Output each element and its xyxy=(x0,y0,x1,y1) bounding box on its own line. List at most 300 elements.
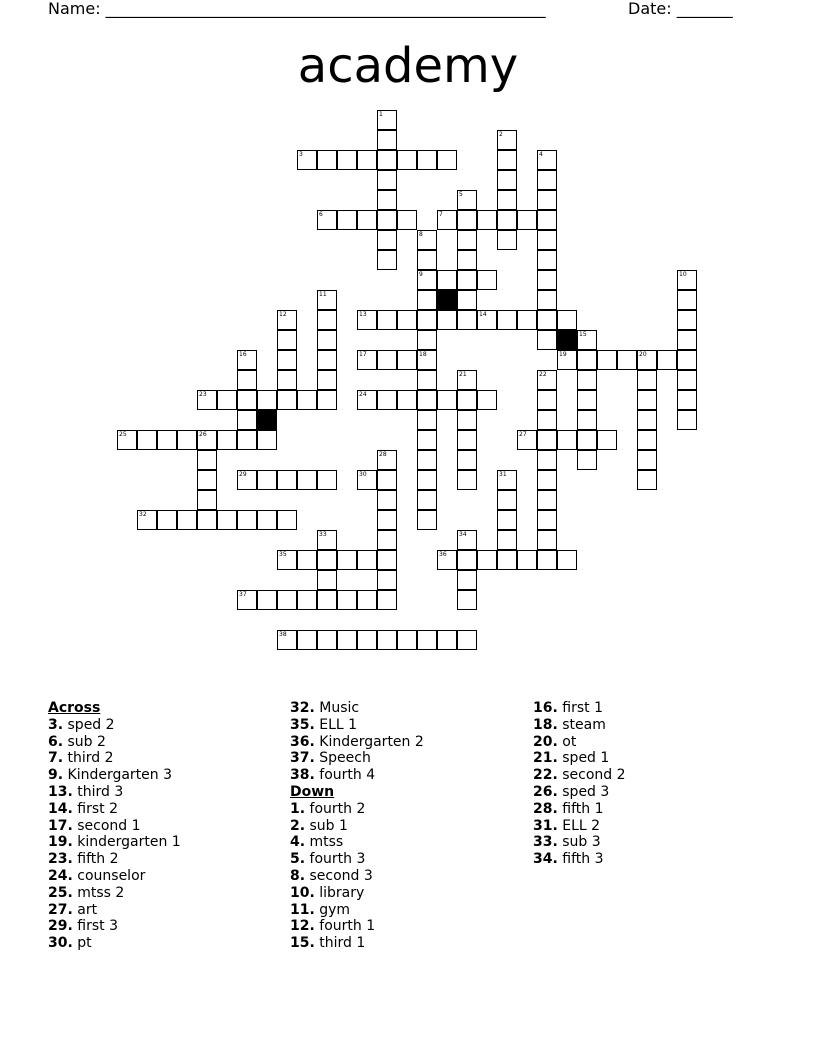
across-clue xyxy=(48,801,288,818)
grid-cell[interactable] xyxy=(317,630,337,650)
down-clue xyxy=(290,868,530,885)
across-clue xyxy=(48,935,288,952)
grid-cell[interactable] xyxy=(217,430,237,450)
grid-cell[interactable] xyxy=(457,590,477,610)
down-clue xyxy=(533,767,773,784)
clue-text: pt xyxy=(72,935,92,952)
grid-cell[interactable] xyxy=(237,510,257,530)
clue-number: 29 xyxy=(239,471,247,478)
grid-cell[interactable] xyxy=(537,250,557,270)
grid-cell[interactable] xyxy=(297,630,317,650)
grid-cell[interactable] xyxy=(577,450,597,470)
clue-text: sped 3 xyxy=(557,783,610,800)
grid-cell[interactable] xyxy=(357,590,377,610)
grid-cell[interactable] xyxy=(417,330,437,350)
grid-cell[interactable] xyxy=(537,230,557,250)
grid-cell[interactable] xyxy=(537,170,557,190)
grid-cell[interactable] xyxy=(417,250,437,270)
black-square xyxy=(257,410,277,430)
across-clue xyxy=(290,767,530,784)
grid-cell[interactable] xyxy=(497,150,517,170)
grid-cell[interactable] xyxy=(397,210,417,230)
clue-text: steam xyxy=(557,716,606,733)
grid-cell[interactable] xyxy=(537,390,557,410)
grid-cell[interactable] xyxy=(217,510,237,530)
grid-cell[interactable] xyxy=(277,390,297,410)
grid-cell[interactable] xyxy=(417,310,437,330)
clue-text: sped 2 xyxy=(63,716,115,733)
grid-cell[interactable] xyxy=(677,410,697,430)
clue-number: 13 xyxy=(359,311,367,318)
clue-text: first 2 xyxy=(72,800,118,817)
grid-cell[interactable] xyxy=(497,230,517,250)
grid-cell[interactable] xyxy=(537,290,557,310)
down-clue xyxy=(533,750,773,767)
clue-text: fourth 2 xyxy=(305,800,366,817)
clue-text: first 1 xyxy=(557,700,603,716)
clue-number-label: 5. xyxy=(290,851,306,868)
clue-number: 17 xyxy=(359,351,367,358)
grid-cell[interactable] xyxy=(417,430,437,450)
grid-cell[interactable] xyxy=(537,530,557,550)
grid-cell[interactable] xyxy=(417,630,437,650)
grid-cell[interactable] xyxy=(517,550,537,570)
clue-number: 30 xyxy=(359,471,367,478)
grid-cell[interactable] xyxy=(577,430,597,450)
across-clue xyxy=(48,750,288,767)
clue-text: second 3 xyxy=(305,867,373,884)
clue-text: ELL 2 xyxy=(557,817,601,834)
clue-number-label: 19. xyxy=(48,834,73,851)
clue-number: 25 xyxy=(119,431,127,438)
grid-cell[interactable] xyxy=(597,350,617,370)
grid-cell[interactable] xyxy=(137,430,157,450)
clue-number: 15 xyxy=(579,331,587,338)
grid-cell[interactable] xyxy=(257,390,277,410)
clue-number-label: 10. xyxy=(290,884,315,901)
clue-number: 23 xyxy=(199,391,207,398)
grid-cell[interactable] xyxy=(637,410,657,430)
across-clues-part2 xyxy=(290,700,530,784)
grid-cell[interactable] xyxy=(277,370,297,390)
grid-cell[interactable] xyxy=(437,150,457,170)
grid-cell[interactable] xyxy=(637,470,657,490)
grid-cell[interactable] xyxy=(637,430,657,450)
clue-number-label: 32. xyxy=(290,700,315,716)
down-clue xyxy=(290,801,530,818)
grid-cell[interactable] xyxy=(377,510,397,530)
name-field-label: Name: _______________________________________________________ xyxy=(48,0,546,18)
grid-cell[interactable] xyxy=(317,310,337,330)
grid-cell[interactable] xyxy=(577,370,597,390)
grid-cell[interactable] xyxy=(417,450,437,470)
clue-number: 33 xyxy=(319,531,327,538)
grid-cell[interactable] xyxy=(397,350,417,370)
grid-cell[interactable] xyxy=(237,370,257,390)
down-clue xyxy=(290,834,530,851)
grid-cell[interactable] xyxy=(637,390,657,410)
clue-number: 21 xyxy=(459,371,467,378)
grid-cell[interactable] xyxy=(497,170,517,190)
grid-cell[interactable] xyxy=(457,450,477,470)
clue-number-label: 2. xyxy=(290,817,306,834)
grid-cell[interactable] xyxy=(277,350,297,370)
clue-number-label: 4. xyxy=(290,834,306,851)
grid-cell[interactable] xyxy=(417,490,437,510)
clue-number-label: 30. xyxy=(48,935,73,952)
grid-cell[interactable] xyxy=(457,630,477,650)
clue-number-label: 26. xyxy=(533,783,558,800)
grid-cell[interactable] xyxy=(317,550,337,570)
clue-number: 5 xyxy=(459,191,463,198)
across-clue xyxy=(48,851,288,868)
clue-number-label: 6. xyxy=(48,733,64,750)
grid-cell[interactable] xyxy=(457,410,477,430)
across-clue xyxy=(48,885,288,902)
grid-cell[interactable] xyxy=(277,590,297,610)
clue-number-label: 3. xyxy=(48,716,64,733)
clue-number-label: 31. xyxy=(533,817,558,834)
clue-text: kindergarten 1 xyxy=(72,834,181,851)
date-field-label: Date: _______ xyxy=(628,0,733,18)
clue-number: 24 xyxy=(359,391,367,398)
grid-cell[interactable] xyxy=(537,550,557,570)
grid-cell[interactable] xyxy=(297,390,317,410)
grid-cell[interactable] xyxy=(417,370,437,390)
clue-text: third 1 xyxy=(314,935,366,952)
grid-cell[interactable] xyxy=(677,370,697,390)
grid-cell[interactable] xyxy=(177,430,197,450)
clue-number-label: 36. xyxy=(290,733,315,750)
grid-cell[interactable] xyxy=(677,350,697,370)
grid-cell[interactable] xyxy=(397,310,417,330)
grid-cell[interactable] xyxy=(677,330,697,350)
grid-cell[interactable] xyxy=(377,310,397,330)
grid-cell[interactable] xyxy=(197,490,217,510)
grid-cell[interactable] xyxy=(337,210,357,230)
clue-number: 20 xyxy=(639,351,647,358)
grid-cell[interactable] xyxy=(397,630,417,650)
grid-cell[interactable] xyxy=(377,530,397,550)
clue-text: fourth 3 xyxy=(305,851,366,868)
black-square xyxy=(557,330,577,350)
clue-number-label: 14. xyxy=(48,800,73,817)
clue-number: 19 xyxy=(559,351,567,358)
across-clue xyxy=(48,918,288,935)
across-clue xyxy=(48,902,288,919)
clue-text: Speech xyxy=(314,750,371,767)
grid-cell[interactable] xyxy=(357,630,377,650)
grid-cell[interactable] xyxy=(317,370,337,390)
clue-number: 3 xyxy=(299,151,303,158)
grid-cell[interactable] xyxy=(277,470,297,490)
clue-text: ot xyxy=(557,733,577,750)
grid-cell[interactable] xyxy=(537,450,557,470)
grid-cell[interactable] xyxy=(257,470,277,490)
clue-number-label: 7. xyxy=(48,750,64,767)
grid-cell[interactable] xyxy=(397,150,417,170)
grid-cell[interactable] xyxy=(397,390,417,410)
down-clue xyxy=(290,818,530,835)
grid-cell[interactable] xyxy=(377,230,397,250)
across-clue xyxy=(48,717,288,734)
clue-number-label: 37. xyxy=(290,750,315,767)
grid-cell[interactable] xyxy=(457,290,477,310)
down-clue xyxy=(533,784,773,801)
down-clue xyxy=(533,851,773,868)
grid-cell[interactable] xyxy=(497,550,517,570)
clue-number: 8 xyxy=(419,231,423,238)
clue-text: sub 2 xyxy=(63,733,106,750)
grid-cell[interactable] xyxy=(377,210,397,230)
grid-cell[interactable] xyxy=(537,430,557,450)
grid-cell[interactable] xyxy=(377,130,397,150)
grid-cell[interactable] xyxy=(237,410,257,430)
grid-cell[interactable] xyxy=(557,310,577,330)
grid-cell[interactable] xyxy=(377,250,397,270)
grid-cell[interactable] xyxy=(157,430,177,450)
grid-cell[interactable] xyxy=(457,390,477,410)
grid-cell[interactable] xyxy=(217,390,237,410)
grid-cell[interactable] xyxy=(277,510,297,530)
grid-cell[interactable] xyxy=(457,470,477,490)
grid-cell[interactable] xyxy=(317,390,337,410)
grid-cell[interactable] xyxy=(417,390,437,410)
grid-cell[interactable] xyxy=(577,350,597,370)
grid-cell[interactable] xyxy=(637,370,657,390)
clue-text: fourth 1 xyxy=(314,918,376,935)
clue-number-label: 13. xyxy=(48,783,73,800)
across-clue xyxy=(48,818,288,835)
grid-cell[interactable] xyxy=(357,150,377,170)
grid-cell[interactable] xyxy=(377,630,397,650)
grid-cell[interactable] xyxy=(337,630,357,650)
grid-cell[interactable] xyxy=(417,290,437,310)
grid-cell[interactable] xyxy=(557,550,577,570)
across-clues-part1 xyxy=(48,717,288,952)
grid-cell[interactable] xyxy=(417,410,437,430)
grid-cell[interactable] xyxy=(537,470,557,490)
grid-cell[interactable] xyxy=(537,270,557,290)
grid-cell[interactable] xyxy=(237,390,257,410)
across-clue xyxy=(290,717,530,734)
grid-cell[interactable] xyxy=(537,490,557,510)
grid-cell[interactable] xyxy=(437,270,457,290)
clue-number: 31 xyxy=(499,471,507,478)
grid-cell[interactable] xyxy=(337,150,357,170)
clue-number: 1 xyxy=(379,111,383,118)
grid-cell[interactable] xyxy=(457,550,477,570)
grid-cell[interactable] xyxy=(337,550,357,570)
down-clue xyxy=(533,700,773,717)
grid-cell[interactable] xyxy=(417,510,437,530)
clue-column-1 xyxy=(48,700,288,952)
grid-cell[interactable] xyxy=(197,450,217,470)
clue-number: 12 xyxy=(279,311,287,318)
grid-cell[interactable] xyxy=(377,590,397,610)
grid-cell[interactable] xyxy=(677,310,697,330)
grid-cell[interactable] xyxy=(497,530,517,550)
grid-cell[interactable] xyxy=(377,390,397,410)
grid-cell[interactable] xyxy=(177,510,197,530)
grid-cell[interactable] xyxy=(537,310,557,330)
grid-cell[interactable] xyxy=(617,350,637,370)
grid-cell[interactable] xyxy=(377,350,397,370)
clue-text: fifth 1 xyxy=(557,800,604,817)
grid-cell[interactable] xyxy=(457,230,477,250)
clue-number: 35 xyxy=(279,551,287,558)
grid-cell[interactable] xyxy=(317,590,337,610)
grid-cell[interactable] xyxy=(317,350,337,370)
grid-cell[interactable] xyxy=(297,550,317,570)
grid-cell[interactable] xyxy=(377,550,397,570)
clue-number-label: 12. xyxy=(290,918,315,935)
clue-text: fifth 2 xyxy=(72,851,119,868)
clue-text: mtss 2 xyxy=(72,884,125,901)
grid-cell[interactable] xyxy=(497,490,517,510)
clue-text: sub 1 xyxy=(305,817,348,834)
grid-cell[interactable] xyxy=(457,210,477,230)
grid-cell[interactable] xyxy=(517,310,537,330)
down-clue xyxy=(290,885,530,902)
grid-cell[interactable] xyxy=(677,290,697,310)
grid-cell[interactable] xyxy=(317,330,337,350)
clue-text: ELL 1 xyxy=(314,716,358,733)
grid-cell[interactable] xyxy=(477,550,497,570)
grid-cell[interactable] xyxy=(457,310,477,330)
grid-cell[interactable] xyxy=(377,190,397,210)
grid-cell[interactable] xyxy=(337,590,357,610)
grid-cell[interactable] xyxy=(197,470,217,490)
grid-cell[interactable] xyxy=(457,250,477,270)
clue-number-label: 20. xyxy=(533,733,558,750)
grid-cell[interactable] xyxy=(597,430,617,450)
clue-number: 11 xyxy=(319,291,327,298)
across-clue xyxy=(290,734,530,751)
clue-number: 26 xyxy=(199,431,207,438)
grid-cell[interactable] xyxy=(257,430,277,450)
across-clue xyxy=(48,734,288,751)
grid-cell[interactable] xyxy=(497,210,517,230)
black-square xyxy=(437,290,457,310)
grid-cell[interactable] xyxy=(577,390,597,410)
clue-number: 34 xyxy=(459,531,467,538)
page-title: academy xyxy=(297,38,519,94)
grid-cell[interactable] xyxy=(377,170,397,190)
down-clues-part2 xyxy=(533,700,773,868)
clue-number-label: 34. xyxy=(533,851,558,868)
grid-cell[interactable] xyxy=(357,550,377,570)
grid-cell[interactable] xyxy=(477,210,497,230)
grid-cell[interactable] xyxy=(537,190,557,210)
grid-cell[interactable] xyxy=(457,430,477,450)
clue-number-label: 24. xyxy=(48,867,73,884)
grid-cell[interactable] xyxy=(437,310,457,330)
grid-cell[interactable] xyxy=(497,510,517,530)
grid-cell[interactable] xyxy=(157,510,177,530)
grid-cell[interactable] xyxy=(377,150,397,170)
clue-number-label: 28. xyxy=(533,800,558,817)
grid-cell[interactable] xyxy=(237,430,257,450)
grid-cell[interactable] xyxy=(377,470,397,490)
grid-cell[interactable] xyxy=(317,470,337,490)
clue-column-2 xyxy=(290,700,530,952)
grid-cell[interactable] xyxy=(537,210,557,230)
clue-number-label: 11. xyxy=(290,901,315,918)
grid-cell[interactable] xyxy=(457,570,477,590)
grid-cell[interactable] xyxy=(257,590,277,610)
grid-cell[interactable] xyxy=(357,210,377,230)
grid-cell[interactable] xyxy=(257,510,277,530)
grid-cell[interactable] xyxy=(557,430,577,450)
clue-number-label: 21. xyxy=(533,750,558,767)
grid-cell[interactable] xyxy=(277,330,297,350)
clue-number-label: 1. xyxy=(290,800,306,817)
clue-text: Kindergarten 3 xyxy=(63,767,173,784)
down-clue xyxy=(533,801,773,818)
clue-number: 27 xyxy=(519,431,527,438)
grid-cell[interactable] xyxy=(537,410,557,430)
down-clues-part1 xyxy=(290,801,530,952)
down-clue xyxy=(290,851,530,868)
grid-cell[interactable] xyxy=(537,510,557,530)
clue-number: 16 xyxy=(239,351,247,358)
grid-cell[interactable] xyxy=(477,270,497,290)
grid-cell[interactable] xyxy=(457,270,477,290)
grid-cell[interactable] xyxy=(417,150,437,170)
clue-number: 38 xyxy=(279,631,287,638)
down-clue xyxy=(533,818,773,835)
grid-cell[interactable] xyxy=(437,390,457,410)
grid-cell[interactable] xyxy=(297,470,317,490)
grid-cell[interactable] xyxy=(377,570,397,590)
across-clue xyxy=(48,767,288,784)
clue-number-label: 23. xyxy=(48,851,73,868)
grid-cell[interactable] xyxy=(537,330,557,350)
clue-text: second 1 xyxy=(72,817,141,834)
clue-number: 22 xyxy=(539,371,547,378)
clue-text: Kindergarten 2 xyxy=(314,733,424,750)
grid-cell[interactable] xyxy=(497,310,517,330)
grid-cell[interactable] xyxy=(417,470,437,490)
clue-text: sped 1 xyxy=(557,750,610,767)
clue-number: 32 xyxy=(139,511,147,518)
grid-cell[interactable] xyxy=(657,350,677,370)
clue-number-label: 8. xyxy=(290,867,306,884)
grid-cell[interactable] xyxy=(517,210,537,230)
down-heading: Down xyxy=(290,783,335,800)
across-heading: Across xyxy=(48,700,101,716)
grid-cell[interactable] xyxy=(577,410,597,430)
down-clue xyxy=(533,717,773,734)
grid-cell[interactable] xyxy=(377,490,397,510)
grid-cell[interactable] xyxy=(637,450,657,470)
grid-cell[interactable] xyxy=(437,630,457,650)
grid-cell[interactable] xyxy=(677,390,697,410)
clue-text: first 3 xyxy=(72,918,118,935)
clue-text: third 2 xyxy=(63,750,114,767)
clue-number: 4 xyxy=(539,151,543,158)
grid-cell[interactable] xyxy=(197,510,217,530)
grid-cell[interactable] xyxy=(317,570,337,590)
clue-text: counselor xyxy=(72,867,146,884)
clue-number: 36 xyxy=(439,551,447,558)
grid-cell[interactable] xyxy=(477,390,497,410)
grid-cell[interactable] xyxy=(297,590,317,610)
grid-cell[interactable] xyxy=(497,190,517,210)
grid-cell[interactable] xyxy=(317,150,337,170)
clue-text: fourth 4 xyxy=(314,767,376,784)
